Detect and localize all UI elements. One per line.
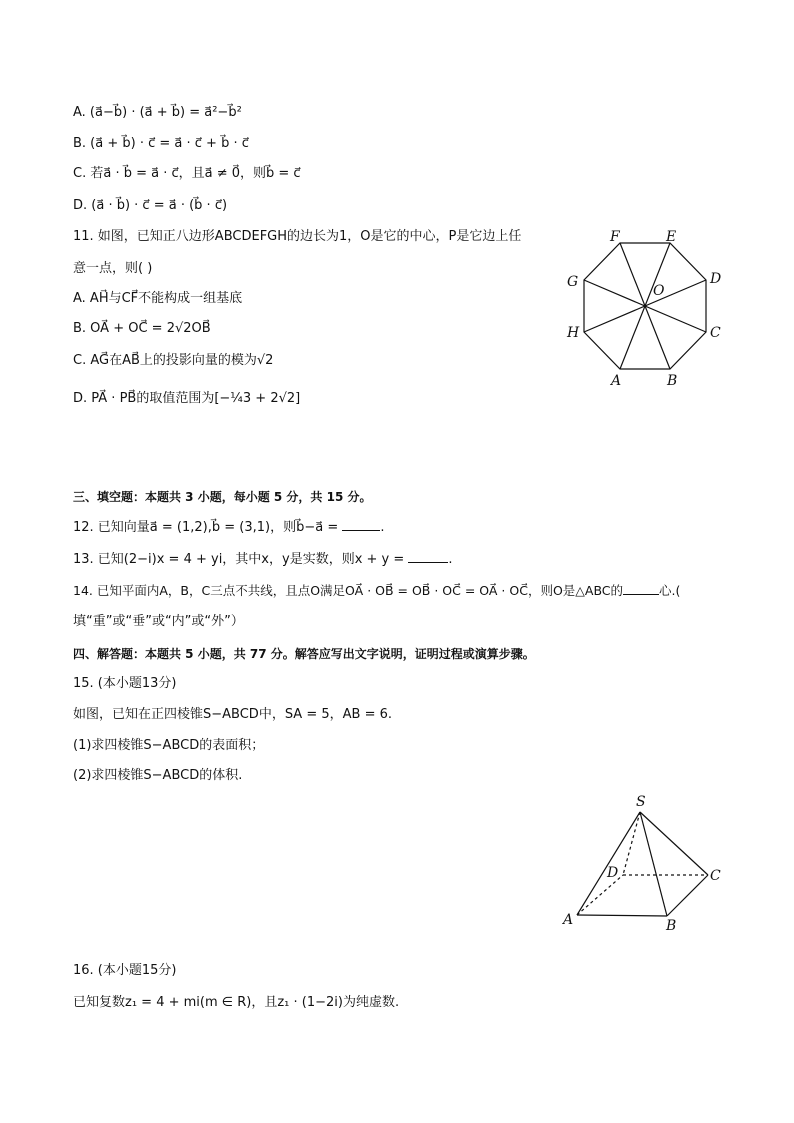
pyramid-label-c: C [710,868,721,884]
octagon-label-e: E [666,229,677,245]
q15-header: 15. (本小题13分) [73,676,177,691]
octagon-figure [555,225,735,395]
q12-tail: . [380,520,385,535]
q10-option-c: C. 若a⃗ · b⃗ = a⃗ · c⃗，且a⃗ ≠ 0⃗，则b⃗ = c⃗ [73,166,301,181]
q10-option-a: A. (a⃗−b⃗) · (a⃗ + b⃗) = a⃗²−b⃗² [73,105,242,120]
q14-text: 14. 已知平面内A，B，C三点不共线，且点O满足OA⃗ · OB⃗ = OB⃗ · OC⃗ = OA⃗ · OC⃗，则O是△ABC的 [73,583,624,598]
octagon-label-d: D [710,271,722,287]
q13-line [73,552,453,568]
octagon-label-h: H [567,325,580,341]
q14-answer-blank[interactable] [623,594,659,595]
q15-part2: (2)求四棱锥S−ABCD的体积. [73,768,243,783]
q13-answer-blank[interactable] [408,562,448,563]
pyramid-label-s: S [636,794,646,810]
pyramid-shape [577,812,708,916]
q14-line [73,583,680,599]
q11-option-a: A. AH⃗与CF⃗不能构成一组基底 [73,291,243,306]
q11-option-d: D. PA⃗ · PB⃗的取值范围为[−¼3 + 2√2] [73,391,301,406]
q16-header: 16. (本小题15分) [73,963,177,978]
q10-option-b: B. (a⃗ + b⃗) · c⃗ = a⃗ · c⃗ + b⃗ · c⃗ [73,136,249,151]
q14-tail: 心.( [659,583,681,598]
q11-stem-line1: 11. 如图，已知正八边形ABCDEFGH的边长为1，O是它的中心，P是它边上任 [73,229,522,244]
section4-heading: 四、解答题：本题共 5 小题，共 77 分。解答应写出文字说明，证明过程或演算步骤。 [73,647,535,661]
q11-stem-line2: 意一点，则( ) [73,261,153,276]
pyramid-label-b: B [666,918,677,934]
q12-text: 12. 已知向量a⃗ = (1,2),b⃗ = (3,1)，则b⃗−a⃗ = [73,520,343,535]
q13-text: 13. 已知(2−i)x = 4 + yi，其中x，y是实数，则x + y = [73,552,409,567]
pyramid-label-d: D [607,865,619,881]
section3-heading: 三、填空题：本题共 3 小题，每小题 5 分，共 15 分。 [73,490,372,504]
octagon-label-c: C [710,325,721,341]
q11-option-b: B. OA⃗ + OC⃗ = 2√2OB⃗ [73,321,211,336]
octagon-shape [584,243,706,369]
octagon-label-b: B [667,373,678,389]
q12-answer-blank[interactable] [342,530,380,531]
q11-option-c: C. AG⃗在AB⃗上的投影向量的模为√2 [73,353,274,368]
octagon-label-a: A [611,373,622,389]
octagon-label-g: G [567,274,579,290]
octagon-label-f: F [610,229,620,245]
q10-option-d: D. (a⃗ · b⃗) · c⃗ = a⃗ · (b⃗ · c⃗) [73,198,228,213]
pyramid-figure [555,790,735,935]
octagon-label-o: O [653,283,665,299]
pyramid-label-a: A [563,912,574,928]
q16-stem: 已知复数z₁ = 4 + mi(m ∈ R)，且z₁ · (1−2i)为纯虚数. [73,995,400,1010]
q13-tail: . [448,552,453,567]
q15-stem: 如图，已知在正四棱锥S−ABCD中，SA = 5，AB = 6. [73,707,393,722]
q12-line [73,520,385,536]
q14-line2: 填“重”或“垂”或“内”或“外”） [73,614,244,629]
q15-part1: (1)求四棱锥S−ABCD的表面积； [73,738,265,753]
